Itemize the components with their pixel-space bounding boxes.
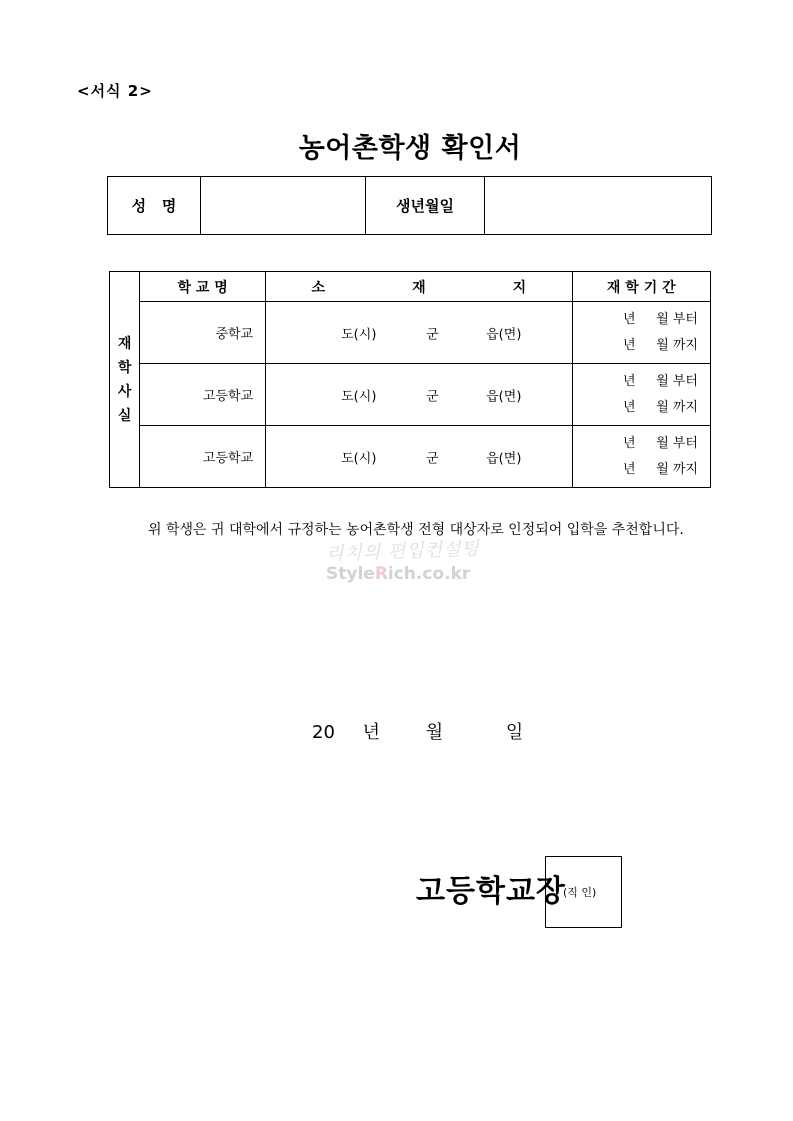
principal-title: 고등학교장 — [416, 874, 566, 909]
date-year-prefix[interactable]: 20 — [312, 722, 335, 743]
location-header: 소 재 지 — [266, 272, 572, 302]
location-cell[interactable]: 도(시) 군 읍(면) — [266, 426, 572, 488]
table-row — [110, 426, 711, 488]
page-title: 농어촌학생 확인서 — [298, 133, 522, 164]
date-year-label: 년 — [362, 722, 381, 743]
table-row — [110, 302, 711, 364]
watermark-url: StyleRich.co.kr — [326, 564, 471, 584]
period-cell[interactable]: 년 월 부터 년 월 까지 — [572, 426, 710, 488]
school-record-side-label: 재 학 사 실 — [110, 272, 140, 488]
name-field[interactable] — [201, 177, 366, 235]
location-cell[interactable]: 도(시) 군 읍(면) — [266, 302, 572, 364]
school-name-cell[interactable]: 중학교 — [140, 302, 266, 364]
location-cell[interactable]: 도(시) 군 읍(면) — [266, 364, 572, 426]
birth-date-label: 생년월일 — [366, 177, 485, 235]
date-line — [312, 718, 523, 744]
watermark-text: 리치의 편입컨설팅 — [325, 538, 481, 565]
school-name-cell[interactable]: 고등학교 — [140, 364, 266, 426]
birth-date-field[interactable] — [485, 177, 712, 235]
period-header: 재 학 기 간 — [572, 272, 710, 302]
school-name-header: 학 교 명 — [140, 272, 266, 302]
form-number: <서식 2> — [77, 82, 153, 100]
name-label: 성 명 — [108, 177, 201, 235]
school-record-table — [109, 271, 711, 488]
period-cell[interactable]: 년 월 부터 년 월 까지 — [572, 302, 710, 364]
table-row — [110, 364, 711, 426]
period-cell[interactable]: 년 월 부터 년 월 까지 — [572, 364, 710, 426]
recommendation-statement: 위 학생은 귀 대학에서 규정하는 농어촌학생 전형 대상자로 인정되어 입학을 추천합니다. — [148, 522, 684, 538]
identity-table — [107, 176, 712, 235]
school-name-cell[interactable]: 고등학교 — [140, 426, 266, 488]
date-day-label: 일 — [505, 722, 524, 743]
date-month-label: 월 — [425, 722, 444, 743]
seal-label: (직 인) — [563, 886, 597, 899]
